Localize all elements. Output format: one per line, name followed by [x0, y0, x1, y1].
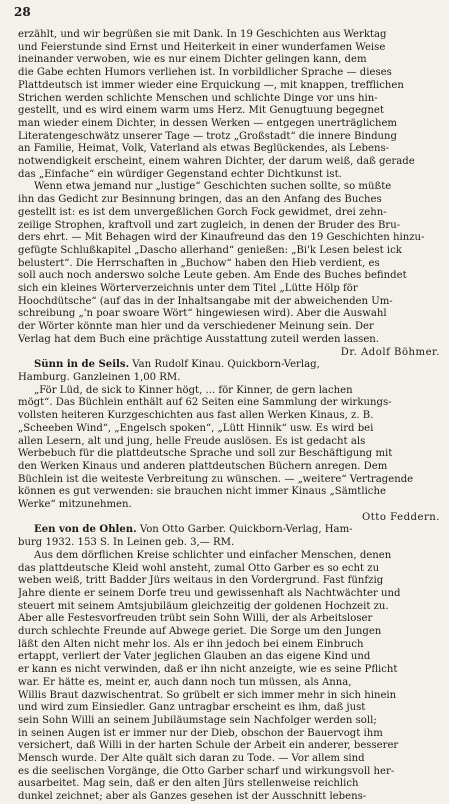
text-line: können es gut verwenden: sie brauchen nicht immer Kinaus „Sämtliche — [18, 486, 386, 498]
text-line: gestellt ist: es ist dem unvergeßlichen Gorch Fock gewidmet, drei zehn- — [18, 206, 387, 218]
text-line: ineinander verwoben, wie es nur einem Dichter gelingen kann, dem — [18, 54, 367, 66]
text-line: die Gabe echten Humors verliehen ist. In vorbildlicher Sprache — dieses — [18, 67, 392, 79]
text-line: sich ein kleines Wörterverzeichnis unter dem Titel „Lütte Hölp för — [18, 283, 358, 295]
text-line: es die seelischen Vorgänge, die Otto Garber scharf und wirkungsvoll her- — [18, 765, 395, 777]
text-line: Aber alle Festesvorfreuden trübt sein Sohn Willi, der als Arbeitsloser — [18, 613, 373, 625]
text-line: durch schlechte Freunde auf Abwege geriet. Die Sorge um den Jungen — [18, 626, 382, 638]
text-line: Hoochdütsche“ (auf das in der Inhaltsangabe mit der abweichenden Um- — [18, 295, 393, 307]
text-line: gefügte Schlußkapitel „Dascho allerhand“ genießen: „Bi'k Lesen belest ick — [18, 244, 402, 256]
text-line: mögt“. Das Büchlein enthält auf 62 Seiten eine Sammlung der wirkungs- — [18, 397, 392, 409]
review-1-signature: Dr. Adolf Böhmer. — [340, 346, 440, 358]
text-line: belustert“. Die Herrschaften in „Buchow“ haben den Hieb verdient, es — [18, 257, 380, 269]
text-line: allen Lesern, alt und jung, helle Freude auslösen. Es ist gedacht als — [18, 435, 366, 447]
text-line: er kann es nicht verwinden, daß er ihn nicht anzeigte, wie es seine Pflicht — [18, 664, 398, 676]
text-line: den Werken Kinaus und anderen plattdeutschen Büchern anregen. Dem — [18, 460, 388, 472]
review-1-body — [18, 29, 440, 347]
text-line: „Scheeben Wind“, „Engelsch spoken“, „Lütt Hinnik“ usw. Es wird bei — [18, 422, 374, 434]
review-2-title: Sünn in de Seils. — [34, 359, 130, 371]
review-text — [18, 29, 440, 804]
review-3-publisher: Von Otto Garber. Quickborn-Verlag, Ham- — [136, 524, 353, 536]
text-line: Büchlein ist die weiteste Verbreitung zu wünschen. — „weitere“ Vertragende — [18, 473, 414, 485]
text-line: in seinen Augen ist er immer nur der Dieb, obschon der Bauervogt ihm — [18, 727, 383, 739]
text-line: versichert, daß Willi in der harten Schule der Arbeit ein anderer, besserer — [18, 740, 399, 752]
review-2-heading-line — [18, 359, 440, 372]
text-line: Werbebuch für die plattdeutsche Sprache und soll zur Beschäftigung mit — [18, 448, 393, 460]
text-line: dunkel zeichnet; aber als Ganzes gesehen ist der Ausschnitt lebens- — [18, 791, 367, 803]
text-line: an Familie, Heimat, Volk, Vaterland als etwas Beglückendes, als Lebens- — [18, 143, 390, 155]
text-line: steuert mit seinem Amtsjubiläum gleichzeitig der goldenen Hochzeit zu. — [18, 600, 389, 612]
text-line: ders ehrt. — Mit Behagen wird der Kinaufreund das den 19 Geschichten hinzu- — [18, 232, 425, 244]
text-line: man wieder einem Dichter, in dessen Werken — entgegen unerträglichem — [18, 117, 397, 129]
text-line: das plattdeutsche Kleid wohl ansteht, zumal Otto Garber es so echt zu — [18, 562, 380, 574]
text-line: gestellt, und es wird einem warm ums Herz. Mit Genugtuung begegnet — [18, 105, 384, 117]
text-line: und wird zum Einsiedler. Ganz untragbar erscheint es ihm, daß just — [18, 702, 366, 714]
text-line: burg 1932. 153 S. In Leinen geb. 3,— RM. — [18, 537, 235, 549]
review-2-signature: Otto Feddern. — [361, 511, 440, 523]
text-line: Mensch wurde. Der Alte quält sich daran zu Tode. — Vor allem sind — [18, 753, 365, 765]
text-line: Aus dem dörflichen Kreise schlichter und einfacher Menschen, denen — [34, 549, 392, 561]
text-line: Willis Braut dazwischentrat. So grübelt er sich immer mehr in sich hinein — [18, 689, 397, 701]
text-line: und Feierstunde sind Ernst und Heiterkeit in einer wunderfamen Weise — [18, 41, 386, 53]
text-line: der Wörter könnte man hier und da verschiedener Meinung sein. Der — [18, 321, 374, 333]
text-line: sein Sohn Willi an seinem Jubiläumstage sein Nachfolger werden soll; — [18, 714, 377, 726]
text-line: ihn das Gedicht zur Besinnung bringen, das an den Anfang des Buches — [18, 194, 382, 206]
text-line: das „Einfache“ ein würdiger Gegenstand echter Dichtkunst ist. — [18, 168, 342, 180]
text-line: läßt den Alten nicht mehr los. Als er ihn jedoch bei einem Einbruch — [18, 638, 364, 650]
text-line: Verlag hat dem Buch eine prächtige Ausstattung zuteil werden lassen. — [18, 333, 380, 345]
review-3-title: Een von de Ohlen. — [34, 524, 137, 536]
text-line: ausarbeitet. Mag sein, daß er den alten Jürs stellenweise reichlich — [18, 778, 359, 790]
text-line: zeilige Strophen, kraftvoll und zart zugleich, in denen der Bruder des Bru- — [18, 219, 401, 231]
text-line: Werke“ mitzunehmen. — [18, 499, 132, 511]
text-line: „För Lüd, de sick to Kinner högt, ... för Kinner, de gern lachen — [34, 384, 353, 396]
text-line: Wenn etwa jemand nur „lustige“ Geschichten suchen sollte, so müßte — [34, 181, 392, 193]
review-3-heading-line — [18, 524, 440, 537]
text-line: Literatengeschwätz unserer Tage — trotz „Großstadt“ die innere Bindung — [18, 130, 398, 142]
text-line: ertappt, verliert der Vater jeglichen Glauben an das eigene Kind und — [18, 651, 371, 663]
text-line: Jahre diente er seinem Dorfe treu und gewissenhaft als Nachtwächter und — [18, 587, 401, 599]
text-line: notwendigkeit erscheint, einem wahren Dichter, der darum weiß, daß gerade — [18, 156, 415, 168]
review-2-publisher: Van Rudolf Kinau. Quickborn-Verlag, — [129, 359, 320, 371]
text-line: war. Er hätte es, meint er, auch dann noch tun müssen, als Anna, — [18, 676, 352, 688]
text-line: Hamburg. Ganzleinen 1,00 RM. — [18, 371, 181, 383]
text-line: Plattdeutsch ist immer wieder eine Erquickung —, mit knappen, trefflichen — [18, 79, 404, 91]
text-line: Strichen werden schlichte Menschen und schlichte Dinge vor uns hin- — [18, 92, 378, 104]
page-number: 28 — [14, 5, 31, 19]
review-3-body — [18, 537, 440, 804]
text-line: weben weiß, tritt Badder Jürs weitaus in den Vordergrund. Fast fünfzig — [18, 575, 384, 587]
text-line: vollsten heiteren Kurzgeschichten aus fast allen Werken Kinaus, z. B. — [18, 410, 374, 422]
text-line: erzählt, und wir begrüßen sie mit Dank. In 19 Geschichten aus Werktag — [18, 29, 387, 40]
text-line: schreibung „'n poar swoare Wört“ hingewiesen wird). Aber die Auswahl — [18, 308, 387, 320]
text-line: soll auch noch anderswo solche Leute geben. Am Ende des Buches befindet — [18, 270, 407, 282]
review-2-body — [18, 372, 440, 512]
